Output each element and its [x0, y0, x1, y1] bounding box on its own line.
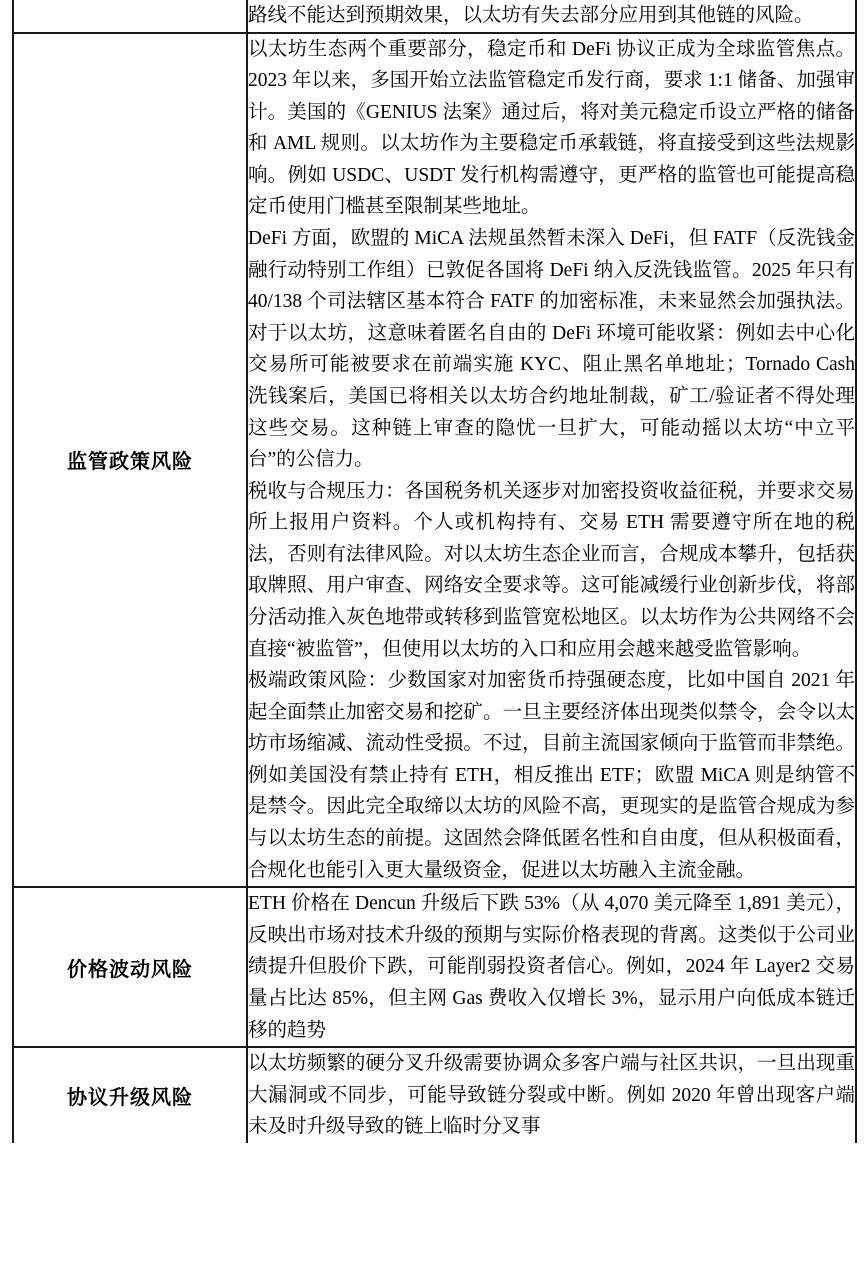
paragraph: 极端政策风险：少数国家对加密货币持强硬态度，比如中国自 2021 年起全面禁止加密交易和挖矿。一旦主要经济体出现类似禁令，会令以太坊市场缩减、流动性受损。不过，目前主流国家倾向于监管而非禁绝。例如美国没有禁止持有 ETH，相反推出 ETF；欧盟 MiCA 则是纳管不是禁令。因此完全取缔以太坊的风险不高，更现实的是监管合规成为参与以太坊生态的前提。这固然会降低匿名性和自由度，但从积极面看，合规化也能引入更大量级资金，促进以太坊融入主流金融。 [248, 670, 855, 881]
row-label-cell [13, 1047, 247, 1143]
row-label: 协议升级风险 [67, 1086, 193, 1109]
paragraph: 路线不能达到预期效果，以太坊有失去部分应用到其他链的风险。 [248, 5, 814, 26]
paragraph: DeFi 方面，欧盟的 MiCA 法规虽然暂未深入 DeFi，但 FATF（反洗钱金融行动特别工作组）已敦促各国将 DeFi 纳入反洗钱监管。2025 年只有 40/138 个司法辖区基本符合 FATF 的加密标准，未来显然会加强执法。对于以太坊，这意味着匿名自由的 DeFi 环境可能收紧：例如去中心化交易所可能被要求在前端实施 KYC、阻止黑名单地址；Tornado Cash 洗钱案后，美国已将相关以太坊合约地址制裁，矿工/验证者不得处理这些交易。这种链上审查的隐忧一旦扩大，可能动摇以太坊“中立平台”的公信力。 [248, 228, 855, 471]
paragraph: 以太坊频繁的硬分叉升级需要协调众多客户端与社区共识，一旦出现重大漏洞或不同步，可能导致链分裂或中断。例如 2020 年曾出现客户端未及时升级导致的链上临时分叉事 [248, 1053, 855, 1138]
table-body [13, 0, 856, 1143]
row-body-cell [247, 1047, 856, 1143]
paragraph: 税收与合规压力：各国税务机关逐步对加密投资收益征税，并要求交易所上报用户资料。个人或机构持有、交易 ETH 需要遵守所在地的税法，否则有法律风险。对以太坊生态企业而言，合规成本攀升，包括获取牌照、用户审查、网络安全要求等。这可能减缓行业创新步伐，将部分活动推入灰色地带或转移到监管宽松地区。以太坊作为公共网络不会直接“被监管”，但使用以太坊的入口和应用会越来越受监管影响。 [248, 480, 855, 660]
paragraph: 以太坊生态两个重要部分，稳定币和 DeFi 协议正成为全球监管焦点。2023 年以来，多国开始立法监管稳定币发行商，要求 1:1 储备、加强审计。美国的《GENIUS 法案》通过后，将对美元稳定币设立严格的储备和 AML 规则。以太坊作为主要稳定币承载链，将直接受到这些法规影响。例如 USDC、USDT 发行机构需遵守，更严格的监管也可能提高稳定币使用门槛甚至限制某些地址。 [248, 38, 855, 218]
row-label-cell [13, 0, 247, 33]
row-body-cell [247, 0, 856, 33]
row-label-cell [13, 33, 247, 888]
row-label: 价格波动风险 [67, 958, 193, 981]
row-label-cell [13, 887, 247, 1047]
row-label: 监管政策风险 [67, 451, 193, 474]
paragraph: ETH 价格在 Dencun 升级后下跌 53%（从 4,070 美元降至 1,891 美元），反映出市场对技术升级的预期与实际价格表现的背离。这类似于公司业绩提升但股价下跌，可能削弱投资者信心。例如，2024 年 Layer2 交易量占比达 85%，但主网 Gas 费收入仅增长 3%，显示用户向低成本链迁移的趋势 [248, 893, 855, 1041]
table-row [13, 33, 856, 888]
table-row [13, 0, 856, 33]
risk-table [12, 0, 857, 1143]
table-row [13, 887, 856, 1047]
table-row [13, 1047, 856, 1143]
row-body-cell [247, 887, 856, 1047]
row-body-cell [247, 33, 856, 888]
